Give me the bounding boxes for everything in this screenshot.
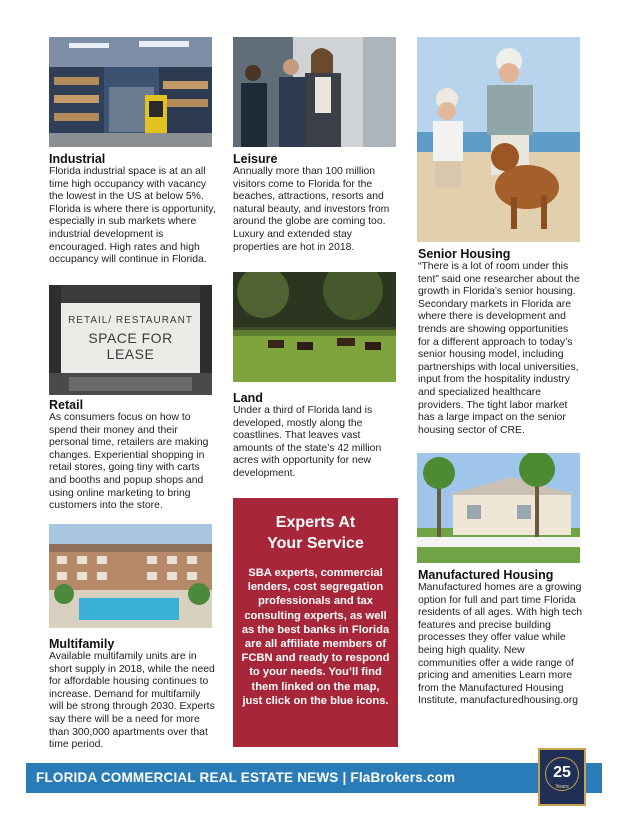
multifamily-section (49, 637, 217, 752)
industrial-section (49, 152, 217, 267)
retail-sign-text (63, 315, 198, 362)
senior-housing-body: “There is a lot of room under this tent” said one researcher about the growth in Florida’s senior housing. Secondary markets in Florida are where there is development and trends are showing opportunities for a different approach to today’s senior housing model, including partnerships with local universities, input from the hospitality industry and specialized healthcare providers. The tight labor market has a large impact on the senior housing sector of CRE. (418, 261, 580, 436)
leisure-section (233, 152, 398, 254)
senior-housing-title: Senior Housing (418, 247, 511, 261)
land-horses-pasture-photo (233, 272, 396, 382)
industrial-body: Florida industrial space is at an all time high occupancy with vacancy the lowest in the US at below 5%. Florida is where there is opportunity, especially in sub markets where industrial development is encouraged. High rates and high occupancy will continue in Florida. (49, 166, 216, 266)
experts-body: SBA experts, commercial lenders, cost segregation professionals and tax consulting experts, as well as the best banks in Florida are all affiliate members of FCBN and ready to respond to your needs. You’ll find them linked on the map, just click on the blue icons. (241, 567, 390, 707)
multifamily-title: Multifamily (49, 637, 115, 651)
multifamily-apartments-pool-photo (49, 524, 212, 628)
anniversary-badge (538, 748, 586, 806)
experts-heading-line2: Your Service (267, 535, 364, 552)
retail-section (49, 398, 217, 513)
retail-title: Retail (49, 398, 84, 412)
experts-heading (241, 512, 390, 554)
manufactured-home-photo (417, 453, 580, 563)
manufactured-housing-body: Manufactured homes are a growing option for full and part time Florida residents of all ages. With high tech features and precise building processes they offer value while being high quality. New communities offer a wide range of pricing and amenities Learn more from the Manufactured Housing Institute, manufacturedhousing.org (418, 582, 583, 707)
retail-body: As consumers focus on how to spend their money and their personal time, retailers are making changes. Experiential shopping in retail stores, going tiny with carts and booths and popup shops and using online marketing to bring customers into the store. (49, 412, 209, 512)
leisure-business-people-photo (233, 37, 396, 147)
manufactured-housing-title: Manufactured Housing (418, 568, 554, 582)
badge-label: Years (555, 784, 569, 790)
leisure-body: Annually more than 100 million visitors come to Florida for the beaches, attractions, resorts and natural beauty, and investors from around the globe are coming too. Luxury and extended stay properties are hot in 2018. (233, 166, 390, 253)
senior-housing-section (418, 247, 583, 437)
sign-line2: SPACE FOR LEASE (88, 330, 173, 362)
experts-callout-box (233, 498, 398, 747)
badge-number: 25 (553, 764, 571, 781)
manufactured-housing-section (418, 568, 583, 708)
land-section (233, 391, 398, 481)
retail-space-for-lease-photo (49, 285, 212, 395)
senior-couple-beach-photo (417, 37, 580, 242)
industrial-warehouse-photo (49, 37, 212, 147)
industrial-title: Industrial (49, 152, 106, 166)
land-title: Land (233, 391, 263, 405)
sign-line1: RETAIL/ RESTAURANT (68, 315, 193, 326)
experts-heading-line1: Experts At (275, 514, 356, 531)
multifamily-body: Available multifamily units are in short supply in 2018, while the need for affordable housing continues to increase. Demand for multifamily will be strong through 2030. Experts say there will be a need for more than 300,000 apartments over that time period. (49, 651, 215, 751)
land-body: Under a third of Florida land is developed, mostly along the coastlines. That leaves vast amounts of the state’s 42 million acres with opportunity for new development. (233, 405, 382, 479)
leisure-title: Leisure (233, 152, 278, 166)
footer-text[interactable]: FLORIDA COMMERCIAL REAL ESTATE NEWS | FlaBrokers.com (36, 770, 456, 785)
footer-bar (26, 763, 602, 793)
